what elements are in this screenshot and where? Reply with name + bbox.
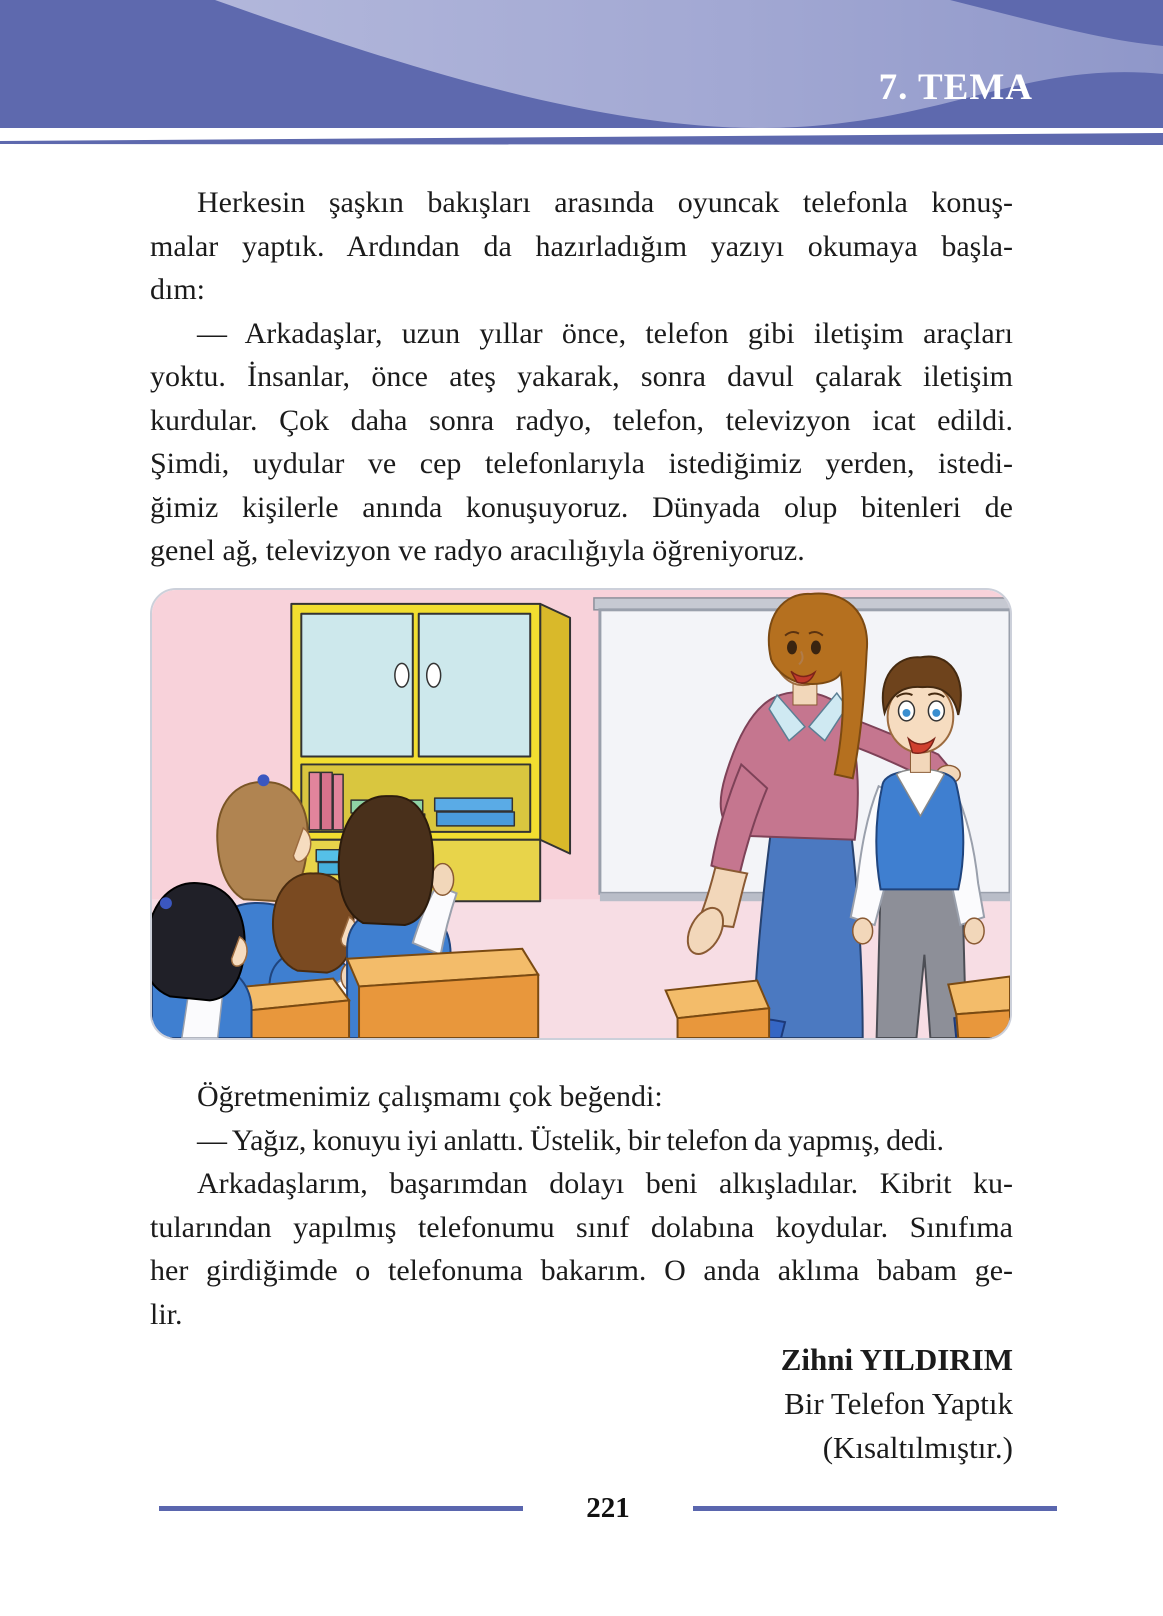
pink-book bbox=[309, 772, 320, 829]
work-title: Bir Telefon Yaptık bbox=[784, 1386, 1013, 1421]
page-footer bbox=[159, 1492, 1057, 1525]
footer-rule-right bbox=[693, 1506, 1057, 1511]
body-text-line: malar yaptık. Ardından da hazırladığım yazıyı okumaya başla- bbox=[150, 229, 1013, 263]
body-text-line: Şimdi, uydular ve cep telefonlarıyla istediğimiz yerden, istedi- bbox=[150, 447, 1013, 480]
classroom-illustration bbox=[150, 588, 1012, 1040]
body-text-line: her girdiğimde o telefonuma bakarım. O anda aklıma babam ge- bbox=[150, 1254, 1013, 1287]
story-text-bottom bbox=[150, 1075, 1013, 1336]
body-text-line: — Arkadaşlar, uzun yıllar önce, telefon gibi iletişim araçları bbox=[197, 316, 1013, 350]
pink-book bbox=[333, 774, 343, 830]
door-handle bbox=[427, 663, 441, 687]
body-text-line: Öğretmenimiz çalışmamı çok beğendi: bbox=[197, 1080, 663, 1113]
theme-number-label: 7. TEMA bbox=[878, 67, 1033, 108]
author-name: Zihni YILDIRIM bbox=[780, 1342, 1013, 1377]
body-text-line: ğimiz kişilerle anında konuşuyoruz. Dünyada olup bitenleri de bbox=[150, 490, 1013, 524]
story-text-top bbox=[150, 181, 1013, 573]
body-text-line: tularından yapılmış telefonumu sınıf dolabına koydular. Sınıfıma bbox=[150, 1210, 1013, 1244]
student-black-hair bbox=[152, 883, 252, 1038]
pink-book bbox=[321, 772, 332, 829]
body-text-line: Arkadaşlarım, başarımdan dolayı beni alkışladılar. Kibrit ku- bbox=[197, 1167, 1013, 1200]
door-handle bbox=[395, 663, 409, 687]
body-text-line: lir. bbox=[150, 1297, 183, 1331]
body-text-line: dım: bbox=[150, 273, 206, 306]
blue-book bbox=[435, 798, 513, 811]
body-text-line: — Yağız, konuyu iyi anlattı. Üstelik, bir telefon da yapmış, dedi. bbox=[197, 1123, 944, 1157]
page-number: 221 bbox=[586, 1492, 630, 1524]
footer-rule-left bbox=[159, 1506, 523, 1511]
teacher-skirt bbox=[753, 830, 862, 1038]
body-text-line: Herkesin şaşkın bakışları arasında oyuncak telefonla konuş- bbox=[197, 186, 1013, 219]
attribution-block bbox=[781, 1338, 1013, 1470]
abridged-note: (Kısaltılmıştır.) bbox=[822, 1430, 1013, 1465]
header-banner bbox=[0, 0, 1163, 128]
body-text-line: yoktu. İnsanlar, önce ateş yakarak, sonra davul çalarak iletişim bbox=[150, 360, 1013, 393]
blue-book bbox=[437, 812, 515, 826]
body-text-line: genel ağ, televizyon ve radyo aracılığıyla öğreniyoruz. bbox=[150, 534, 805, 567]
header-underline-swoosh bbox=[0, 128, 1163, 150]
girl-long-hair bbox=[339, 796, 434, 925]
raised-hand bbox=[432, 864, 454, 896]
body-text-line: kurdular. Çok daha sonra radyo, telefon, televizyon icat edildi. bbox=[150, 403, 1013, 437]
